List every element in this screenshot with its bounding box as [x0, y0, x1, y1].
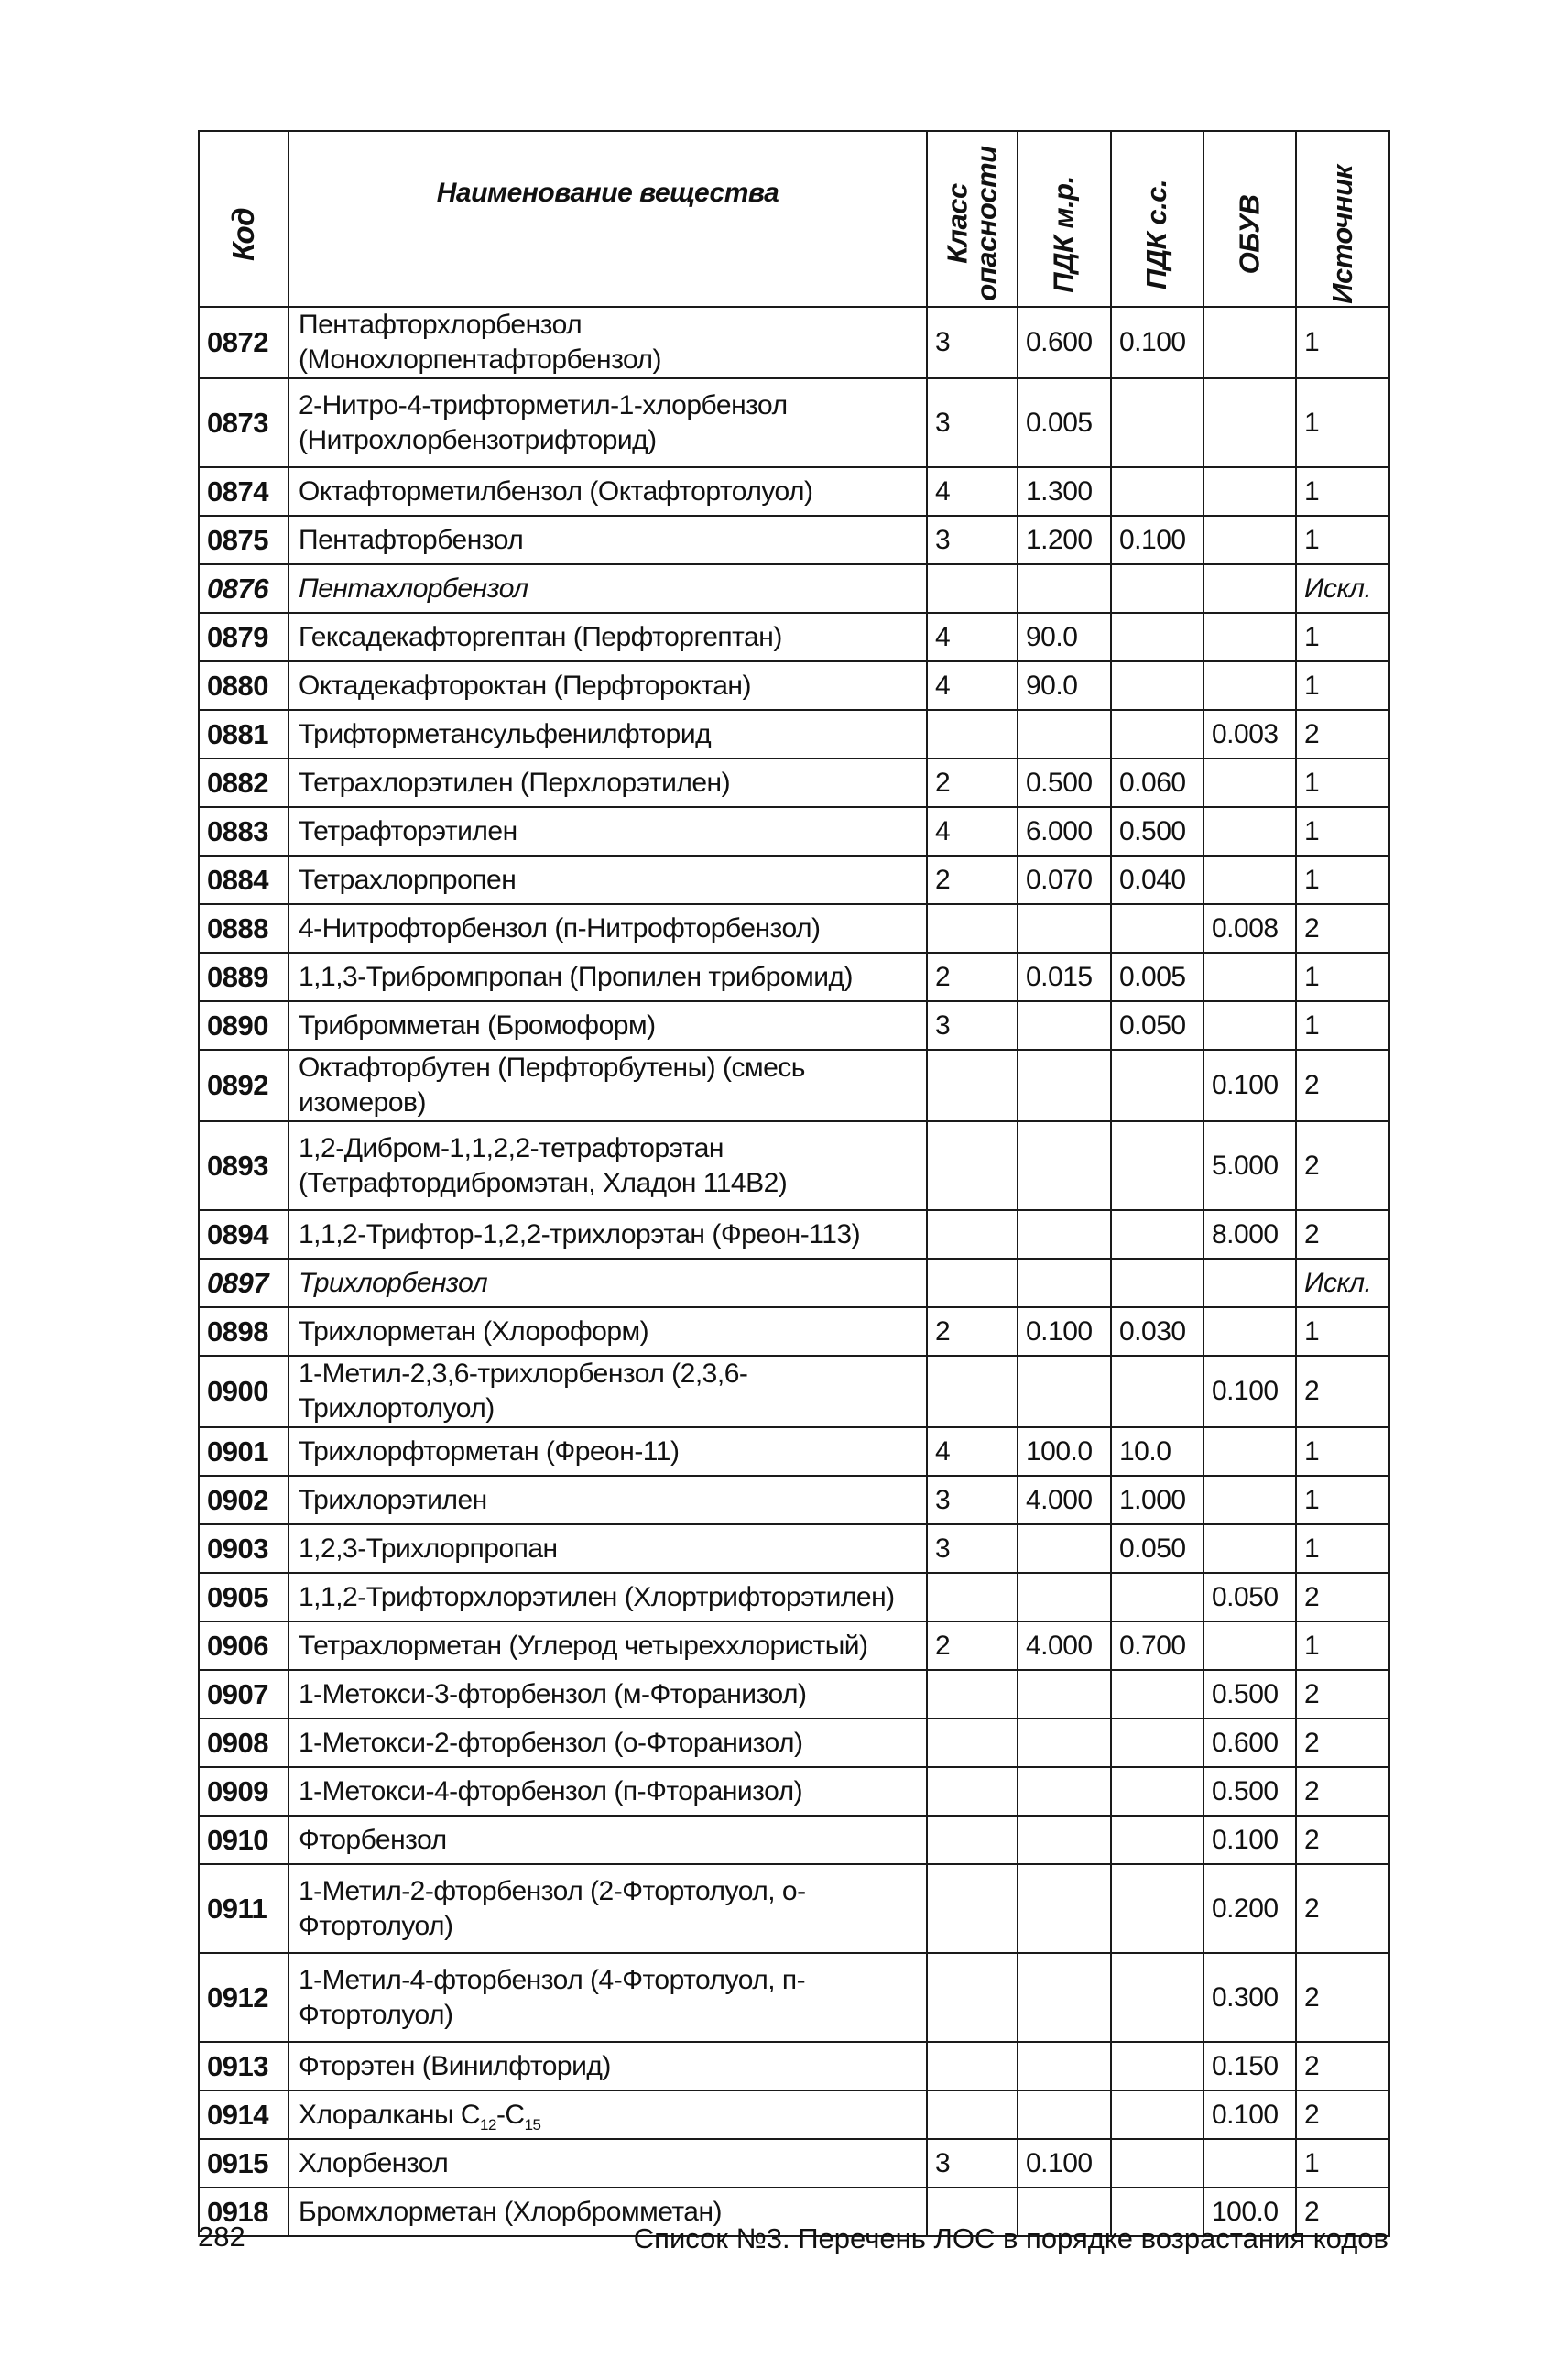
cell-obuv — [1203, 953, 1296, 1001]
table-row — [199, 516, 1389, 564]
cell-source: 2 — [1296, 1356, 1389, 1427]
cell-mpc-daily — [1111, 1050, 1203, 1121]
cell-obuv — [1203, 1307, 1296, 1356]
cell-name: Трихлорэтилен — [289, 1476, 927, 1524]
cell-hazard-class: 4 — [927, 613, 1018, 661]
cell-mpc-daily: 0.100 — [1111, 307, 1203, 378]
cell-code: 0884 — [199, 856, 289, 904]
cell-obuv: 0.200 — [1203, 1864, 1296, 1953]
cell-code: 0907 — [199, 1670, 289, 1719]
cell-source: Искл. — [1296, 564, 1389, 613]
cell-mpc-daily — [1111, 661, 1203, 710]
cell-name: 1-Метокси-2-фторбензол (о-Фторанизол) — [289, 1719, 927, 1767]
cell-name: 1,2,3-Трихлорпропан — [289, 1524, 927, 1573]
cell-mpc-max — [1018, 1259, 1111, 1307]
cell-mpc-max: 100.0 — [1018, 1427, 1111, 1476]
cell-code: 0918 — [199, 2188, 289, 2236]
header-source: Источник — [1296, 131, 1389, 307]
cell-hazard-class: 3 — [927, 378, 1018, 467]
cell-obuv: 0.600 — [1203, 1719, 1296, 1767]
cell-source: 1 — [1296, 953, 1389, 1001]
cell-source: 1 — [1296, 807, 1389, 856]
cell-obuv — [1203, 661, 1296, 710]
cell-mpc-max: 0.100 — [1018, 2139, 1111, 2188]
cell-mpc-max — [1018, 1670, 1111, 1719]
cell-name: 1-Метил-2-фторбензол (2-Фтортолуол, о-Фтортолуол) — [289, 1864, 927, 1953]
cell-obuv: 5.000 — [1203, 1121, 1296, 1210]
cell-source: 2 — [1296, 1816, 1389, 1864]
cell-name: Трибромметан (Бромоформ) — [289, 1001, 927, 1050]
cell-source: 1 — [1296, 516, 1389, 564]
header-mpc-max: ПДК м.р. — [1018, 131, 1111, 307]
cell-mpc-daily: 0.060 — [1111, 758, 1203, 807]
cell-mpc-max: 0.600 — [1018, 307, 1111, 378]
cell-name: Трихлорбензол — [289, 1259, 927, 1307]
cell-code: 0890 — [199, 1001, 289, 1050]
cell-source: 2 — [1296, 2042, 1389, 2090]
cell-code: 0882 — [199, 758, 289, 807]
cell-obuv — [1203, 378, 1296, 467]
cell-mpc-max: 0.500 — [1018, 758, 1111, 807]
cell-obuv: 0.100 — [1203, 2090, 1296, 2139]
cell-obuv — [1203, 1001, 1296, 1050]
table-row — [199, 1356, 1389, 1427]
cell-obuv — [1203, 758, 1296, 807]
cell-hazard-class: 4 — [927, 807, 1018, 856]
table-row — [199, 1864, 1389, 1953]
cell-hazard-class — [927, 1953, 1018, 2042]
cell-name: 4-Нитрофторбензол (п-Нитрофторбензол) — [289, 904, 927, 953]
cell-source: 2 — [1296, 1953, 1389, 2042]
table-row — [199, 2139, 1389, 2188]
cell-obuv — [1203, 564, 1296, 613]
cell-source: 2 — [1296, 710, 1389, 758]
cell-obuv — [1203, 2139, 1296, 2188]
table-row — [199, 2042, 1389, 2090]
header-code: Код — [199, 131, 289, 307]
cell-mpc-max — [1018, 2042, 1111, 2090]
cell-mpc-daily: 0.700 — [1111, 1621, 1203, 1670]
cell-mpc-daily — [1111, 2042, 1203, 2090]
cell-hazard-class — [927, 1573, 1018, 1621]
cell-source: 2 — [1296, 2090, 1389, 2139]
cell-name: Хлоралканы $C_{12}-C_{15}$ — [289, 2090, 927, 2139]
cell-mpc-max: 0.015 — [1018, 953, 1111, 1001]
cell-code: 0912 — [199, 1953, 289, 2042]
cell-obuv: 0.300 — [1203, 1953, 1296, 2042]
cell-hazard-class: 4 — [927, 661, 1018, 710]
cell-mpc-max — [1018, 710, 1111, 758]
table-row — [199, 1121, 1389, 1210]
cell-mpc-max — [1018, 2090, 1111, 2139]
cell-source: 1 — [1296, 467, 1389, 516]
cell-obuv: 0.050 — [1203, 1573, 1296, 1621]
cell-hazard-class: 3 — [927, 1001, 1018, 1050]
table-row — [199, 710, 1389, 758]
cell-mpc-max: 4.000 — [1018, 1621, 1111, 1670]
cell-source: 1 — [1296, 1427, 1389, 1476]
table-row — [199, 1719, 1389, 1767]
table-row — [199, 1953, 1389, 2042]
cell-code: 0889 — [199, 953, 289, 1001]
cell-code: 0905 — [199, 1573, 289, 1621]
cell-mpc-max — [1018, 1767, 1111, 1816]
table-row — [199, 1621, 1389, 1670]
cell-code: 0894 — [199, 1210, 289, 1259]
table-row — [199, 2090, 1389, 2139]
cell-mpc-daily: 0.040 — [1111, 856, 1203, 904]
cell-mpc-daily: 0.050 — [1111, 1524, 1203, 1573]
cell-source: 1 — [1296, 856, 1389, 904]
cell-obuv — [1203, 307, 1296, 378]
cell-name: Гексадекафторгептан (Перфторгептан) — [289, 613, 927, 661]
cell-code: 0909 — [199, 1767, 289, 1816]
cell-obuv: 0.100 — [1203, 1816, 1296, 1864]
table-row — [199, 1050, 1389, 1121]
cell-code: 0900 — [199, 1356, 289, 1427]
cell-mpc-max — [1018, 1356, 1111, 1427]
cell-mpc-max: 1.300 — [1018, 467, 1111, 516]
cell-mpc-max: 90.0 — [1018, 613, 1111, 661]
cell-mpc-daily: 10.0 — [1111, 1427, 1203, 1476]
cell-mpc-max — [1018, 1524, 1111, 1573]
cell-source: 1 — [1296, 1621, 1389, 1670]
cell-code: 0910 — [199, 1816, 289, 1864]
cell-hazard-class — [927, 1356, 1018, 1427]
cell-hazard-class: 3 — [927, 1524, 1018, 1573]
cell-hazard-class — [927, 564, 1018, 613]
header-mpc-daily: ПДК с.с. — [1111, 131, 1203, 307]
cell-mpc-daily — [1111, 1573, 1203, 1621]
table-row — [199, 307, 1389, 378]
cell-obuv — [1203, 613, 1296, 661]
cell-obuv — [1203, 1476, 1296, 1524]
cell-mpc-daily — [1111, 378, 1203, 467]
cell-mpc-daily: 0.005 — [1111, 953, 1203, 1001]
cell-hazard-class — [927, 710, 1018, 758]
cell-name: Октадекафтороктан (Перфтороктан) — [289, 661, 927, 710]
cell-code: 0883 — [199, 807, 289, 856]
cell-obuv: 0.500 — [1203, 1767, 1296, 1816]
cell-obuv: 8.000 — [1203, 1210, 1296, 1259]
cell-mpc-max: 0.070 — [1018, 856, 1111, 904]
cell-hazard-class — [927, 1259, 1018, 1307]
cell-hazard-class: 2 — [927, 758, 1018, 807]
cell-source: 1 — [1296, 758, 1389, 807]
table-row — [199, 758, 1389, 807]
cell-hazard-class: 3 — [927, 516, 1018, 564]
cell-mpc-max: 0.100 — [1018, 1307, 1111, 1356]
cell-mpc-daily: 0.050 — [1111, 1001, 1203, 1050]
cell-obuv: 0.008 — [1203, 904, 1296, 953]
cell-mpc-daily — [1111, 1670, 1203, 1719]
cell-hazard-class: 4 — [927, 467, 1018, 516]
table-row — [199, 1670, 1389, 1719]
cell-name: Тетрахлорпропен — [289, 856, 927, 904]
table-row — [199, 613, 1389, 661]
cell-name: 1,1,2-Трифторхлорэтилен (Хлортрифторэтилен) — [289, 1573, 927, 1621]
table-row — [199, 1001, 1389, 1050]
table-row — [199, 1816, 1389, 1864]
cell-mpc-daily — [1111, 1767, 1203, 1816]
cell-mpc-daily — [1111, 2090, 1203, 2139]
cell-name: Трихлорфторметан (Фреон-11) — [289, 1427, 927, 1476]
cell-mpc-max — [1018, 1210, 1111, 1259]
cell-mpc-max: 1.200 — [1018, 516, 1111, 564]
table-row — [199, 378, 1389, 467]
cell-source: 2 — [1296, 1767, 1389, 1816]
cell-obuv: 0.150 — [1203, 2042, 1296, 2090]
cell-source: 2 — [1296, 1670, 1389, 1719]
cell-obuv: 0.003 — [1203, 710, 1296, 758]
cell-name: Бромхлорметан (Хлорбромметан) — [289, 2188, 927, 2236]
table-row — [199, 807, 1389, 856]
table-row — [199, 564, 1389, 613]
cell-code: 0898 — [199, 1307, 289, 1356]
header-obuv: ОБУВ — [1203, 131, 1296, 307]
cell-code: 0908 — [199, 1719, 289, 1767]
cell-code: 0879 — [199, 613, 289, 661]
cell-code: 0873 — [199, 378, 289, 467]
cell-source: 1 — [1296, 1307, 1389, 1356]
table-header-row — [199, 131, 1389, 307]
table-row — [199, 1476, 1389, 1524]
cell-hazard-class — [927, 1050, 1018, 1121]
cell-obuv — [1203, 1427, 1296, 1476]
cell-mpc-max: 4.000 — [1018, 1476, 1111, 1524]
cell-obuv: 0.500 — [1203, 1670, 1296, 1719]
table-row — [199, 467, 1389, 516]
cell-mpc-daily — [1111, 1719, 1203, 1767]
table-row — [199, 953, 1389, 1001]
cell-mpc-max — [1018, 1816, 1111, 1864]
cell-code: 0881 — [199, 710, 289, 758]
cell-source: 2 — [1296, 904, 1389, 953]
cell-source: 2 — [1296, 1573, 1389, 1621]
table-row — [199, 1524, 1389, 1573]
cell-code: 0892 — [199, 1050, 289, 1121]
cell-code: 0888 — [199, 904, 289, 953]
table-row — [199, 856, 1389, 904]
cell-mpc-daily — [1111, 1356, 1203, 1427]
cell-code: 0915 — [199, 2139, 289, 2188]
cell-obuv — [1203, 807, 1296, 856]
header-hazard-class: Класс опасности — [927, 131, 1018, 307]
cell-mpc-daily — [1111, 1121, 1203, 1210]
table-row — [199, 904, 1389, 953]
cell-mpc-daily — [1111, 1816, 1203, 1864]
cell-name: Хлорбензол — [289, 2139, 927, 2188]
cell-hazard-class — [927, 1210, 1018, 1259]
cell-source: 1 — [1296, 613, 1389, 661]
cell-code: 0913 — [199, 2042, 289, 2090]
cell-name: Пентахлорбензол — [289, 564, 927, 613]
cell-name: 1-Метокси-3-фторбензол (м-Фторанизол) — [289, 1670, 927, 1719]
cell-mpc-max: 6.000 — [1018, 807, 1111, 856]
cell-name: Октафторбутен (Перфторбутены) (смесь изомеров) — [289, 1050, 927, 1121]
cell-obuv — [1203, 1524, 1296, 1573]
cell-mpc-max — [1018, 1573, 1111, 1621]
cell-name: Тетрафторэтилен — [289, 807, 927, 856]
cell-code: 0906 — [199, 1621, 289, 1670]
cell-name: Фторбензол — [289, 1816, 927, 1864]
cell-mpc-daily — [1111, 904, 1203, 953]
cell-source: 1 — [1296, 1476, 1389, 1524]
cell-mpc-max — [1018, 1953, 1111, 2042]
cell-hazard-class: 2 — [927, 1307, 1018, 1356]
cell-hazard-class — [927, 2090, 1018, 2139]
cell-mpc-max — [1018, 1121, 1111, 1210]
cell-code: 0903 — [199, 1524, 289, 1573]
cell-code: 0911 — [199, 1864, 289, 1953]
cell-code: 0880 — [199, 661, 289, 710]
cell-name: Пентафторбензол — [289, 516, 927, 564]
table-row — [199, 1259, 1389, 1307]
cell-source: 2 — [1296, 1121, 1389, 1210]
cell-name: 2-Нитро-4-трифторметил-1-хлорбензол (Нитрохлорбензотрифторид) — [289, 378, 927, 467]
cell-mpc-max: 90.0 — [1018, 661, 1111, 710]
cell-name: Фторэтен (Винилфторид) — [289, 2042, 927, 2090]
cell-mpc-daily — [1111, 613, 1203, 661]
cell-hazard-class — [927, 1864, 1018, 1953]
cell-mpc-max — [1018, 1050, 1111, 1121]
cell-mpc-daily — [1111, 564, 1203, 613]
cell-name: Тетрахлорметан (Углерод четыреххлористый) — [289, 1621, 927, 1670]
cell-name: Октафторметилбензол (Октафтортолуол) — [289, 467, 927, 516]
cell-obuv: 0.100 — [1203, 1050, 1296, 1121]
cell-mpc-daily: 0.500 — [1111, 807, 1203, 856]
cell-source: 2 — [1296, 2188, 1389, 2236]
cell-code: 0874 — [199, 467, 289, 516]
cell-source: 2 — [1296, 1719, 1389, 1767]
cell-name: 1-Метил-2,3,6-трихлорбензол (2,3,6-Трихлортолуол) — [289, 1356, 927, 1427]
cell-hazard-class: 2 — [927, 856, 1018, 904]
cell-code: 0893 — [199, 1121, 289, 1210]
cell-mpc-daily — [1111, 467, 1203, 516]
footer-caption: Список №3. Перечень ЛОС в порядке возрастания кодов — [633, 2222, 1388, 2254]
cell-name: 1,1,3-Трибромпропан (Пропилен трибромид) — [289, 953, 927, 1001]
cell-code: 0897 — [199, 1259, 289, 1307]
cell-mpc-max: 0.005 — [1018, 378, 1111, 467]
table-row — [199, 1307, 1389, 1356]
cell-obuv: 100.0 — [1203, 2188, 1296, 2236]
cell-mpc-daily — [1111, 1953, 1203, 2042]
voc-table — [198, 130, 1390, 2237]
cell-name: 1,1,2-Трифтор-1,2,2-трихлорэтан (Фреон-113) — [289, 1210, 927, 1259]
cell-hazard-class: 2 — [927, 1621, 1018, 1670]
cell-mpc-daily: 1.000 — [1111, 1476, 1203, 1524]
cell-source: 1 — [1296, 307, 1389, 378]
cell-name: Пентафторхлорбензол (Монохлорпентафторбензол) — [289, 307, 927, 378]
table-row — [199, 1767, 1389, 1816]
cell-hazard-class: 3 — [927, 307, 1018, 378]
table-row — [199, 1210, 1389, 1259]
cell-mpc-max — [1018, 1864, 1111, 1953]
table-row — [199, 1573, 1389, 1621]
cell-code: 0902 — [199, 1476, 289, 1524]
cell-code: 0872 — [199, 307, 289, 378]
header-name: Наименование вещества — [289, 131, 927, 307]
cell-hazard-class — [927, 1767, 1018, 1816]
cell-code: 0901 — [199, 1427, 289, 1476]
cell-name: Трихлорметан (Хлороформ) — [289, 1307, 927, 1356]
cell-obuv — [1203, 467, 1296, 516]
cell-hazard-class — [927, 2042, 1018, 2090]
cell-hazard-class — [927, 904, 1018, 953]
cell-hazard-class — [927, 1670, 1018, 1719]
cell-mpc-daily — [1111, 1864, 1203, 1953]
cell-mpc-daily — [1111, 1210, 1203, 1259]
cell-mpc-max — [1018, 1719, 1111, 1767]
cell-hazard-class — [927, 1121, 1018, 1210]
cell-mpc-max — [1018, 564, 1111, 613]
cell-obuv — [1203, 516, 1296, 564]
cell-name: 1,2-Дибром-1,1,2,2-тетрафторэтан (Тетрафтордибромэтан, Хладон 114В2) — [289, 1121, 927, 1210]
cell-source: 2 — [1296, 1864, 1389, 1953]
cell-name: Тетрахлорэтилен (Перхлорэтилен) — [289, 758, 927, 807]
cell-source: 2 — [1296, 1050, 1389, 1121]
cell-code: 0875 — [199, 516, 289, 564]
cell-obuv: 0.100 — [1203, 1356, 1296, 1427]
cell-source: 1 — [1296, 1001, 1389, 1050]
cell-hazard-class: 3 — [927, 1476, 1018, 1524]
cell-hazard-class: 3 — [927, 2139, 1018, 2188]
cell-source: 2 — [1296, 1210, 1389, 1259]
cell-mpc-max — [1018, 1001, 1111, 1050]
cell-hazard-class: 2 — [927, 953, 1018, 1001]
page-number: 282 — [198, 2221, 245, 2253]
cell-name: 1-Метокси-4-фторбензол (п-Фторанизол) — [289, 1767, 927, 1816]
cell-source: 1 — [1296, 2139, 1389, 2188]
cell-source: 1 — [1296, 1524, 1389, 1573]
cell-hazard-class: 4 — [927, 1427, 1018, 1476]
cell-mpc-daily: 0.030 — [1111, 1307, 1203, 1356]
cell-code: 0876 — [199, 564, 289, 613]
cell-name: Трифторметансульфенилфторид — [289, 710, 927, 758]
cell-mpc-daily — [1111, 710, 1203, 758]
cell-source: 1 — [1296, 661, 1389, 710]
cell-mpc-daily — [1111, 1259, 1203, 1307]
cell-hazard-class — [927, 1816, 1018, 1864]
cell-source: 1 — [1296, 378, 1389, 467]
cell-mpc-max — [1018, 904, 1111, 953]
table-row — [199, 1427, 1389, 1476]
cell-mpc-daily: 0.100 — [1111, 516, 1203, 564]
cell-code: 0914 — [199, 2090, 289, 2139]
cell-hazard-class — [927, 1719, 1018, 1767]
cell-obuv — [1203, 856, 1296, 904]
cell-obuv — [1203, 1259, 1296, 1307]
cell-name: 1-Метил-4-фторбензол (4-Фтортолуол, п-Фтортолуол) — [289, 1953, 927, 2042]
cell-source: Искл. — [1296, 1259, 1389, 1307]
cell-mpc-daily — [1111, 2139, 1203, 2188]
cell-obuv — [1203, 1621, 1296, 1670]
table-row — [199, 661, 1389, 710]
table-body — [199, 307, 1389, 2236]
